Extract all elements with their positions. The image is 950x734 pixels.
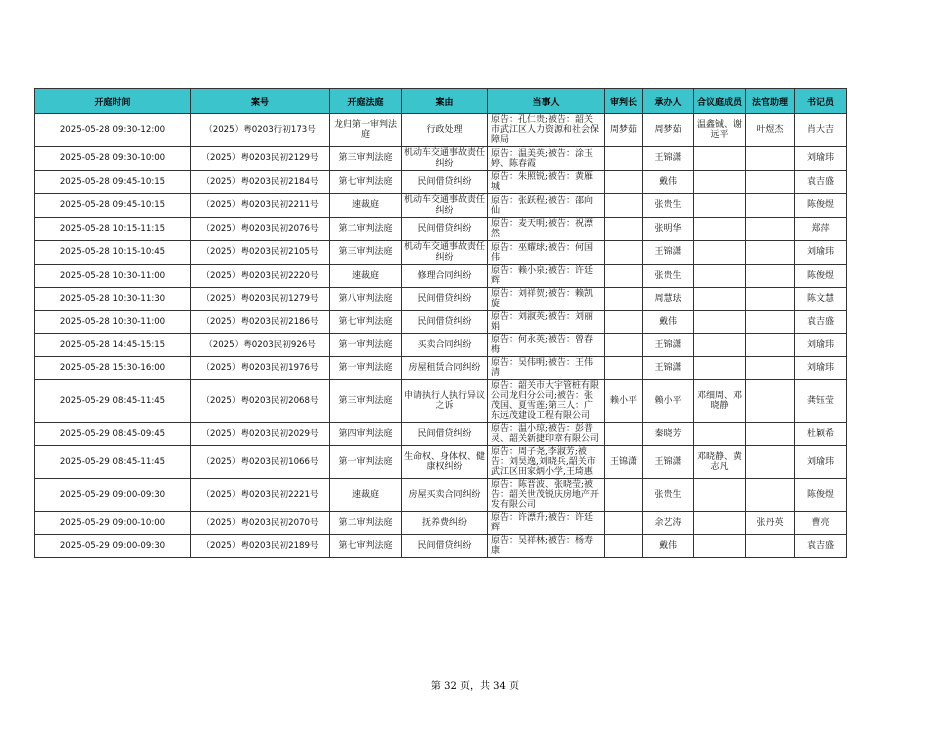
case-number-cell: （2025）粤0203民初2211号 [191,194,330,218]
assistant-cell [746,171,795,194]
cause-cell: 民间借贷纠纷 [402,288,488,311]
cause-cell: 行政处理 [402,114,488,147]
presiding-judge-cell [605,334,643,357]
parties-cell: 原告：孔仁贵;被告：韶关市武江区人力资源和社会保障局 [488,114,605,147]
clerk-cell: 刘瑜玮 [795,446,847,479]
clerk-cell: 肖大吉 [795,114,847,147]
assistant-cell: 叶煜杰 [746,114,795,147]
column-header: 开庭时间 [35,89,191,114]
case-number-cell: （2025）粤0203民初926号 [191,334,330,357]
panel-members-cell [694,194,746,218]
parties-cell: 原告：周子尧,李淑芳;被告：刘昊逸,刘晓兵,韶关市武江区田家炳小学,王琦惠 [488,446,605,479]
parties-cell: 原告：温美英;被告：涂玉婷、陈春霞 [488,147,605,171]
handler-cell: 张明华 [643,218,694,241]
case-number-cell: （2025）粤0203民初2184号 [191,171,330,194]
courtroom-cell: 第八审判法庭 [330,288,402,311]
courtroom-cell: 第三审判法庭 [330,147,402,171]
parties-cell: 原告：吴祥林;被告：杨寿康 [488,535,605,558]
parties-cell: 原告：朱照锐;被告：黄雁城 [488,171,605,194]
panel-members-cell [694,512,746,535]
parties-cell: 原告：许漂升;被告：许廷辉 [488,512,605,535]
panel-members-cell [694,479,746,512]
cause-cell: 机动车交通事故责任纠纷 [402,194,488,218]
cause-cell: 抚养费纠纷 [402,512,488,535]
presiding-judge-cell [605,194,643,218]
clerk-cell: 刘瑜玮 [795,357,847,380]
column-header: 书记员 [795,89,847,114]
panel-members-cell [694,288,746,311]
courtroom-cell: 第三审判法庭 [330,380,402,423]
panel-members-cell [694,357,746,380]
parties-cell: 原告：温小琼;被告：彭普灵、韶关新捷印章有限公司 [488,423,605,446]
clerk-cell: 刘瑜玮 [795,334,847,357]
table-row [35,357,847,380]
table-row [35,114,847,147]
case-number-cell: （2025）粤0203民初2070号 [191,512,330,535]
handler-cell: 王锦潇 [643,147,694,171]
clerk-cell: 袁吉盛 [795,311,847,334]
assistant-cell [746,147,795,171]
table-row [35,147,847,171]
assistant-cell [746,357,795,380]
column-header: 合议庭成员 [694,89,746,114]
cause-cell: 民间借贷纠纷 [402,171,488,194]
handler-cell: 周慧珐 [643,288,694,311]
cause-cell: 民间借贷纠纷 [402,311,488,334]
court-schedule-table [34,88,847,558]
clerk-cell: 陈文慧 [795,288,847,311]
clerk-cell: 郑萍 [795,218,847,241]
courtroom-cell: 第一审判法庭 [330,446,402,479]
handler-cell: 张贵生 [643,265,694,288]
case-number-cell: （2025）粤0203民初2189号 [191,535,330,558]
time-cell: 2025-05-29 09:00-10:00 [35,512,191,535]
parties-cell: 原告：陈晋波、张晓莹;被告：韶关世茂锐庆房地产开发有限公司 [488,479,605,512]
cause-cell: 民间借贷纠纷 [402,535,488,558]
presiding-judge-cell: 王锦潇 [605,446,643,479]
column-header: 当事人 [488,89,605,114]
case-number-cell: （2025）粤0203民初2105号 [191,241,330,265]
assistant-cell [746,288,795,311]
handler-cell: 戴伟 [643,311,694,334]
courtroom-cell: 第三审判法庭 [330,241,402,265]
parties-cell: 原告：刘祥贺;被告：赖凯旋 [488,288,605,311]
table-row [35,218,847,241]
presiding-judge-cell [605,311,643,334]
parties-cell: 原告：巫耀球;被告：何国伟 [488,241,605,265]
time-cell: 2025-05-28 10:30-11:00 [35,311,191,334]
clerk-cell: 陈俊煜 [795,479,847,512]
courtroom-cell: 速裁庭 [330,194,402,218]
table-row [35,535,847,558]
time-cell: 2025-05-28 10:15-10:45 [35,241,191,265]
parties-cell: 原告：吴伟明;被告：王伟清 [488,357,605,380]
clerk-cell: 曹亮 [795,512,847,535]
handler-cell: 周梦茹 [643,114,694,147]
presiding-judge-cell [605,147,643,171]
parties-cell: 原告：赖小泉;被告：许廷辉 [488,265,605,288]
presiding-judge-cell [605,357,643,380]
panel-members-cell [694,171,746,194]
table-row [35,334,847,357]
case-number-cell: （2025）粤0203民初2076号 [191,218,330,241]
case-number-cell: （2025）粤0203民初2220号 [191,265,330,288]
time-cell: 2025-05-28 09:30-10:00 [35,147,191,171]
case-number-cell: （2025）粤0203民初1976号 [191,357,330,380]
parties-cell: 原告：何永英;被告：曾春梅 [488,334,605,357]
time-cell: 2025-05-28 15:30-16:00 [35,357,191,380]
courtroom-cell: 第一审判法庭 [330,334,402,357]
assistant-cell [746,334,795,357]
time-cell: 2025-05-28 09:45-10:15 [35,194,191,218]
assistant-cell [746,265,795,288]
presiding-judge-cell: 赖小平 [605,380,643,423]
time-cell: 2025-05-29 09:00-09:30 [35,479,191,512]
table-row [35,288,847,311]
presiding-judge-cell [605,241,643,265]
clerk-cell: 杜颖希 [795,423,847,446]
case-number-cell: （2025）粤0203民初2068号 [191,380,330,423]
presiding-judge-cell: 周梦茹 [605,114,643,147]
time-cell: 2025-05-28 10:30-11:30 [35,288,191,311]
column-header: 法官助理 [746,89,795,114]
presiding-judge-cell [605,479,643,512]
cause-cell: 买卖合同纠纷 [402,334,488,357]
panel-members-cell [694,334,746,357]
assistant-cell [746,423,795,446]
panel-members-cell [694,218,746,241]
table-row [35,311,847,334]
column-header: 案由 [402,89,488,114]
cause-cell: 修理合同纠纷 [402,265,488,288]
panel-members-cell [694,241,746,265]
time-cell: 2025-05-29 08:45-11:45 [35,446,191,479]
assistant-cell: 张丹英 [746,512,795,535]
panel-members-cell [694,423,746,446]
case-number-cell: （2025）粤0203民初1279号 [191,288,330,311]
table-row [35,512,847,535]
case-number-cell: （2025）粤0203民初2029号 [191,423,330,446]
courtroom-cell: 第一审判法庭 [330,357,402,380]
panel-members-cell [694,265,746,288]
clerk-cell: 袁吉盛 [795,535,847,558]
case-number-cell: （2025）粤0203行初173号 [191,114,330,147]
time-cell: 2025-05-28 09:45-10:15 [35,171,191,194]
clerk-cell: 龚钰莹 [795,380,847,423]
courtroom-cell: 第七审判法庭 [330,311,402,334]
handler-cell: 戴伟 [643,535,694,558]
handler-cell: 秦晓芳 [643,423,694,446]
presiding-judge-cell [605,512,643,535]
time-cell: 2025-05-28 10:15-11:15 [35,218,191,241]
table-row [35,171,847,194]
panel-members-cell: 邓晓静、黄志凡 [694,446,746,479]
handler-cell: 戴伟 [643,171,694,194]
column-header: 审判长 [605,89,643,114]
panel-members-cell [694,147,746,171]
panel-members-cell: 温鑫铖、谢远平 [694,114,746,147]
courtroom-cell: 第二审判法庭 [330,218,402,241]
clerk-cell: 袁吉盛 [795,171,847,194]
page-footer: 第 32 页，共 34 页 [430,681,520,692]
clerk-cell: 陈俊煜 [795,194,847,218]
column-header: 案号 [191,89,330,114]
presiding-judge-cell [605,171,643,194]
table-row [35,423,847,446]
table-row [35,194,847,218]
presiding-judge-cell [605,218,643,241]
cause-cell: 机动车交通事故责任纠纷 [402,241,488,265]
presiding-judge-cell [605,288,643,311]
time-cell: 2025-05-29 09:00-09:30 [35,535,191,558]
table-row [35,265,847,288]
panel-members-cell [694,311,746,334]
assistant-cell [746,479,795,512]
handler-cell: 王锦潇 [643,357,694,380]
assistant-cell [746,241,795,265]
cause-cell: 机动车交通事故责任纠纷 [402,147,488,171]
parties-cell: 原告：张跃程;被告：邵向仙 [488,194,605,218]
case-number-cell: （2025）粤0203民初1066号 [191,446,330,479]
handler-cell: 王锦潇 [643,241,694,265]
assistant-cell [746,446,795,479]
assistant-cell [746,218,795,241]
table-row [35,241,847,265]
clerk-cell: 刘瑜玮 [795,241,847,265]
assistant-cell [746,535,795,558]
handler-cell: 赖小平 [643,380,694,423]
case-number-cell: （2025）粤0203民初2129号 [191,147,330,171]
parties-cell: 原告：韶关市大宇管桩有限公司龙归分公司;被告：张茂国、夏雪莲;第三人：广东远茂建设工程有限公司 [488,380,605,423]
panel-members-cell: 邓细周、邓晓静 [694,380,746,423]
table-body [35,114,847,558]
column-header: 开庭法庭 [330,89,402,114]
clerk-cell: 陈俊煜 [795,265,847,288]
assistant-cell [746,311,795,334]
cause-cell: 生命权、身体权、健康权纠纷 [402,446,488,479]
courtroom-cell: 第七审判法庭 [330,535,402,558]
table-row [35,479,847,512]
clerk-cell: 刘瑜玮 [795,147,847,171]
presiding-judge-cell [605,535,643,558]
cause-cell: 房屋租赁合同纠纷 [402,357,488,380]
time-cell: 2025-05-29 08:45-09:45 [35,423,191,446]
cause-cell: 民间借贷纠纷 [402,423,488,446]
courtroom-cell: 第七审判法庭 [330,171,402,194]
cause-cell: 房屋买卖合同纠纷 [402,479,488,512]
panel-members-cell [694,535,746,558]
presiding-judge-cell [605,265,643,288]
cause-cell: 民间借贷纠纷 [402,218,488,241]
parties-cell: 原告：刘淑英;被告：刘丽娟 [488,311,605,334]
header-row [35,89,847,114]
courtroom-cell: 速裁庭 [330,479,402,512]
presiding-judge-cell [605,423,643,446]
handler-cell: 张贵生 [643,479,694,512]
case-number-cell: （2025）粤0203民初2221号 [191,479,330,512]
assistant-cell [746,380,795,423]
courtroom-cell: 第四审判法庭 [330,423,402,446]
cause-cell: 申请执行人执行异议之诉 [402,380,488,423]
table-row [35,446,847,479]
handler-cell: 王锦潇 [643,446,694,479]
courtroom-cell: 龙归第一审判法庭 [330,114,402,147]
parties-cell: 原告：麦天明;被告：祝漂然 [488,218,605,241]
time-cell: 2025-05-28 14:45-15:15 [35,334,191,357]
column-header: 承办人 [643,89,694,114]
time-cell: 2025-05-29 08:45-11:45 [35,380,191,423]
assistant-cell [746,194,795,218]
table-row [35,380,847,423]
courtroom-cell: 速裁庭 [330,265,402,288]
handler-cell: 余艺涛 [643,512,694,535]
time-cell: 2025-05-28 09:30-12:00 [35,114,191,147]
time-cell: 2025-05-28 10:30-11:00 [35,265,191,288]
handler-cell: 张贵生 [643,194,694,218]
courtroom-cell: 第二审判法庭 [330,512,402,535]
handler-cell: 王锦潇 [643,334,694,357]
case-number-cell: （2025）粤0203民初2186号 [191,311,330,334]
